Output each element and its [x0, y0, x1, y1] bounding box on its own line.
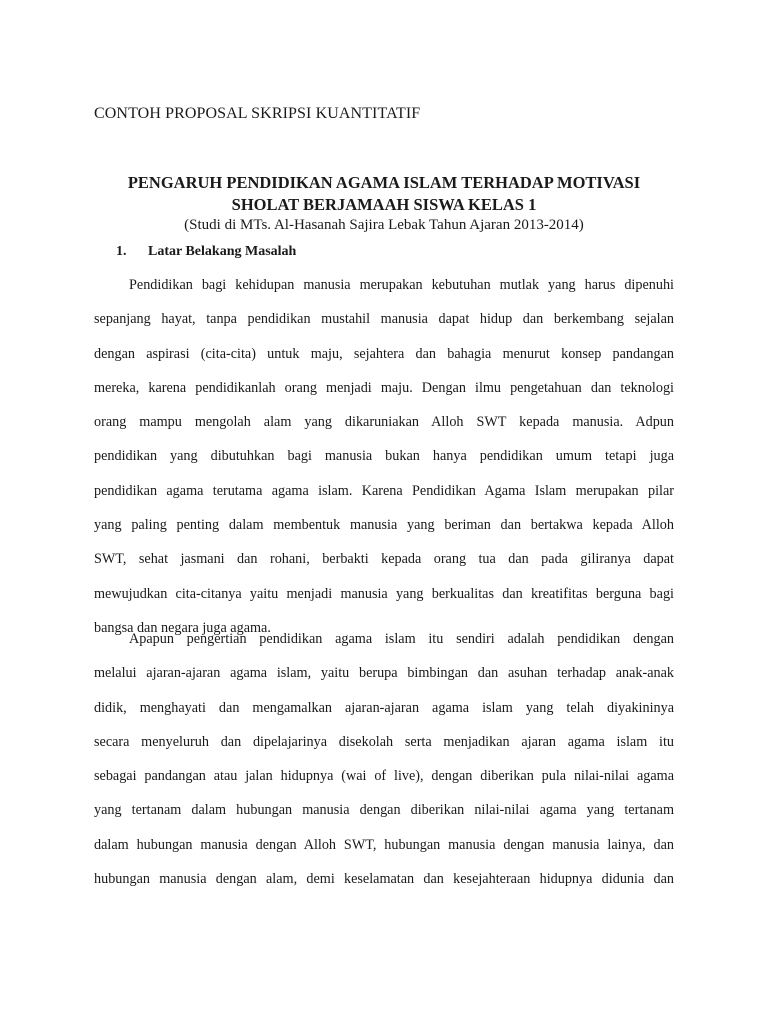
paragraph-line: pendidikan yang dibutuhkan bagi manusia bukan hanya pendidikan umum tetapi juga	[94, 448, 674, 465]
paragraph-line: bangsa dan negara juga agama.	[94, 619, 271, 636]
title-line: PENGARUH PENDIDIKAN AGAMA ISLAM TERHADAP MOTIVASI	[127, 173, 641, 192]
paragraph-line: dalam hubungan manusia dengan Alloh SWT, hubungan manusia dengan manusia lainya, dan	[94, 836, 674, 853]
paragraph-line: Pendidikan bagi kehidupan manusia merupakan kebutuhan mutlak yang harus dipenuhi	[129, 277, 674, 293]
title-block	[94, 172, 674, 234]
paragraph-line: dengan aspirasi (cita-cita) untuk maju, sejahtera dan bahagia menurut konsep pandangan	[94, 345, 674, 362]
paragraph-line: hubungan manusia dengan alam, demi keselamatan dan kesejahteraan hidupnya didunia dan	[94, 871, 674, 888]
section-title: Latar Belakang Masalah	[148, 244, 297, 259]
paragraph-line: mewujudkan cita-citanya yaitu menjadi manusia yang berkualitas dan kreatifitas berguna bagi	[94, 585, 674, 602]
paragraph-line: Apapun pengertian pendidikan agama islam itu sendiri adalah pendidikan dengan	[129, 631, 674, 647]
paragraph-line: orang mampu mengolah alam yang dikaruniakan Alloh SWT kepada manusia. Adpun	[94, 414, 674, 431]
document-heading: CONTOH PROPOSAL SKRIPSI KUANTITATIF	[94, 105, 421, 122]
section-heading	[116, 244, 296, 260]
section-number: 1.	[116, 244, 127, 259]
paragraph-line: SWT, sehat jasmani dan rohani, berbakti kepada orang tua dan pada giliranya dapat	[94, 551, 674, 568]
paragraph-line: yang paling penting dalam membentuk manusia yang beriman dan bertakwa kepada Alloh	[94, 517, 674, 534]
paragraph	[94, 622, 674, 896]
paragraph-line: didik, menghayati dan mengamalkan ajaran-ajaran agama islam yang telah diyakininya	[94, 699, 674, 716]
paragraph-line: mereka, karena pendidikanlah orang menjadi maju. Dengan ilmu pengetahuan dan teknologi	[94, 379, 674, 396]
paragraph-line: sepanjang hayat, tanpa pendidikan mustahil manusia dapat hidup dan berkembang sejalan	[94, 311, 674, 328]
paragraph	[94, 268, 674, 645]
subtitle: (Studi di MTs. Al-Hasanah Sajira Lebak Tahun Ajaran 2013-2014)	[184, 217, 584, 233]
paragraph-line: melalui ajaran-ajaran agama islam, yaitu berupa bimbingan dan asuhan terhadap anak-anak	[94, 665, 674, 682]
paragraph-line: sebagai pandangan atau jalan hidupnya (wai of live), dengan diberikan pula nilai-nilai agama	[94, 768, 674, 785]
paragraph-line: pendidikan agama terutama agama islam. Karena Pendidikan Agama Islam merupakan pilar	[94, 482, 674, 499]
paragraph-line: yang tertanam dalam hubungan manusia dengan diberikan nilai-nilai agama yang tertanam	[94, 802, 674, 819]
title-line: SHOLAT BERJAMAAH SISWA KELAS 1	[231, 195, 537, 214]
paragraph-line: secara menyeluruh dan dipelajarinya disekolah serta menjadikan ajaran agama islam itu	[94, 733, 674, 750]
